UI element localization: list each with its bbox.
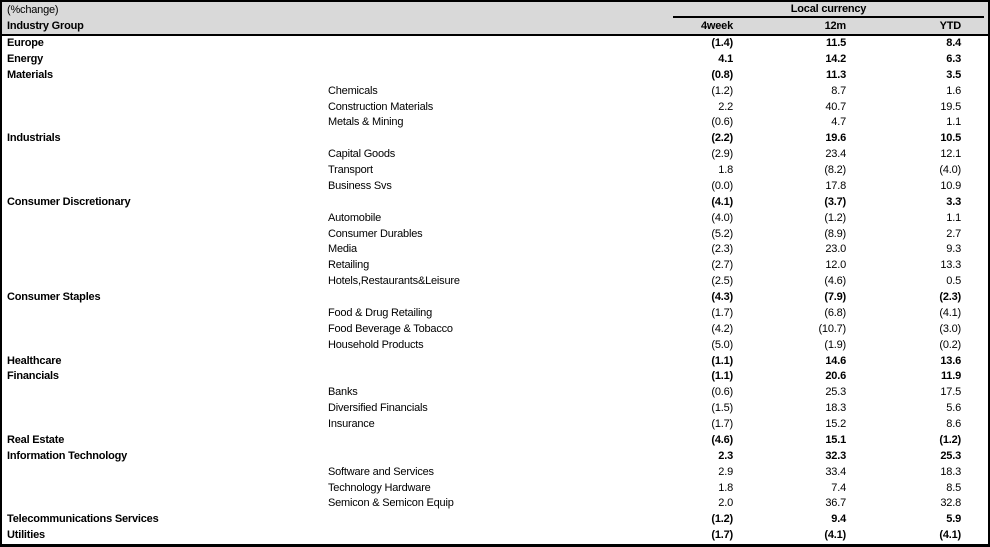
- industry-label: Consumer Durables: [328, 227, 423, 240]
- industry-label: Chemicals: [328, 84, 378, 97]
- local-currency-label: Local currency: [673, 2, 984, 18]
- table-row: [2, 131, 988, 147]
- value-ytd: (4.1): [939, 529, 961, 542]
- table-row: [2, 449, 988, 465]
- table-row: [2, 496, 988, 512]
- value-12m: (3.7): [824, 195, 846, 208]
- column-header-4week: 4week: [700, 20, 733, 32]
- value-4week: (1.5): [711, 402, 733, 415]
- table-row: [2, 274, 988, 290]
- value-4week: (4.2): [711, 322, 733, 335]
- table-row: [2, 147, 988, 163]
- value-ytd: 17.5: [940, 386, 961, 399]
- table-row: [2, 354, 988, 370]
- industry-group-header: Industry Group: [7, 20, 84, 32]
- table-row: [2, 322, 988, 338]
- table-row: [2, 401, 988, 417]
- value-12m: 33.4: [825, 465, 846, 478]
- value-4week: (1.2): [711, 513, 733, 526]
- value-12m: 15.2: [825, 418, 846, 430]
- value-ytd: 0.5: [946, 275, 961, 288]
- value-ytd: (1.2): [939, 433, 961, 446]
- industry-label: Software and Services: [328, 465, 434, 478]
- industry-label: Banks: [328, 386, 358, 399]
- value-12m: 18.3: [825, 402, 846, 415]
- table-row: [2, 465, 988, 481]
- value-ytd: 10.5: [940, 132, 961, 145]
- value-ytd: 5.6: [946, 402, 961, 415]
- value-4week: (1.7): [711, 418, 733, 430]
- table-row: [2, 242, 988, 258]
- value-4week: (1.7): [711, 529, 733, 542]
- value-4week: (5.0): [711, 338, 733, 351]
- industry-label: Food & Drug Retailing: [328, 306, 433, 319]
- value-ytd: (3.0): [939, 322, 961, 335]
- value-4week: (1.7): [711, 306, 733, 319]
- industry-label: Household Products: [328, 338, 424, 351]
- value-12m: 14.2: [825, 52, 846, 65]
- table-row: [2, 481, 988, 497]
- table-row: [2, 369, 988, 385]
- industry-label: Capital Goods: [328, 148, 396, 161]
- table-row: [2, 163, 988, 179]
- industry-label: Insurance: [328, 418, 375, 430]
- value-4week: (4.0): [711, 211, 733, 224]
- industry-label: Energy: [7, 52, 44, 65]
- table-row: [2, 338, 988, 354]
- industry-label: Industrials: [7, 132, 61, 145]
- value-4week: 2.3: [718, 449, 733, 462]
- value-12m: 25.3: [825, 386, 846, 399]
- table-row: [2, 306, 988, 322]
- value-12m: 4.7: [831, 116, 846, 129]
- value-12m: 11.3: [825, 68, 846, 81]
- value-12m: 8.7: [831, 84, 846, 97]
- value-4week: (2.3): [711, 243, 733, 256]
- industry-label: Media: [328, 243, 357, 256]
- value-ytd: 32.8: [940, 497, 961, 510]
- value-12m: (4.6): [824, 275, 846, 288]
- value-ytd: 1.6: [946, 84, 961, 97]
- industry-label: Technology Hardware: [328, 481, 431, 494]
- value-12m: 32.3: [825, 449, 846, 462]
- table-header: [2, 2, 988, 36]
- table-row: [2, 68, 988, 84]
- table-row: [2, 417, 988, 433]
- value-12m: (7.9): [824, 291, 846, 303]
- value-ytd: (2.3): [939, 291, 961, 303]
- value-12m: (1.2): [824, 211, 846, 224]
- table-body: [2, 36, 988, 544]
- value-ytd: 13.3: [940, 259, 961, 272]
- value-4week: (1.1): [711, 370, 733, 383]
- value-12m: 19.6: [825, 132, 846, 145]
- industry-label: Materials: [7, 68, 53, 81]
- table-row: [2, 52, 988, 68]
- value-4week: (4.6): [711, 433, 733, 446]
- value-12m: 14.6: [825, 354, 846, 367]
- value-ytd: 8.4: [946, 37, 961, 49]
- value-ytd: (4.1): [939, 306, 961, 319]
- value-ytd: 12.1: [940, 148, 961, 161]
- value-ytd: 19.5: [940, 100, 961, 113]
- value-ytd: 6.3: [946, 52, 961, 65]
- value-4week: (4.3): [711, 291, 733, 303]
- table-row: [2, 433, 988, 449]
- value-12m: 9.4: [831, 513, 846, 526]
- industry-label: Europe: [7, 37, 44, 49]
- column-header-12m: 12m: [824, 20, 846, 32]
- industry-label: Consumer Staples: [7, 291, 101, 303]
- value-ytd: 5.9: [946, 513, 961, 526]
- value-4week: 1.8: [718, 481, 733, 494]
- value-4week: (4.1): [711, 195, 733, 208]
- value-4week: (0.0): [711, 179, 733, 192]
- value-4week: 1.8: [718, 164, 733, 176]
- value-ytd: 18.3: [940, 465, 961, 478]
- table-row: [2, 195, 988, 211]
- industry-label: Transport: [328, 164, 373, 176]
- value-4week: (0.8): [711, 68, 733, 81]
- header-top-row: [2, 2, 988, 18]
- value-ytd: (0.2): [939, 338, 961, 351]
- value-ytd: 8.6: [946, 418, 961, 430]
- value-4week: (2.9): [711, 148, 733, 161]
- value-4week: 2.0: [718, 497, 733, 510]
- value-12m: 23.4: [825, 148, 846, 161]
- value-12m: (4.1): [824, 529, 846, 542]
- value-12m: (8.2): [824, 164, 846, 176]
- industry-label: Financials: [7, 370, 59, 383]
- industry-label: Food Beverage & Tobacco: [328, 322, 453, 335]
- value-ytd: (4.0): [939, 164, 961, 176]
- industry-label: Utilities: [7, 529, 45, 542]
- industry-label: Real Estate: [7, 433, 65, 446]
- value-4week: (1.4): [711, 37, 733, 49]
- value-ytd: 2.7: [946, 227, 961, 240]
- value-12m: (8.9): [824, 227, 846, 240]
- industry-label: Healthcare: [7, 354, 62, 367]
- value-12m: 40.7: [825, 100, 846, 113]
- industry-label: Metals & Mining: [328, 116, 404, 129]
- industry-label: Consumer Discretionary: [7, 195, 131, 208]
- table-row: [2, 36, 988, 52]
- industry-label: Construction Materials: [328, 100, 434, 113]
- value-12m: 7.4: [831, 481, 846, 494]
- table-row: [2, 100, 988, 116]
- value-12m: 11.5: [825, 37, 846, 49]
- value-ytd: 11.9: [940, 370, 961, 383]
- industry-label: Automobile: [328, 211, 382, 224]
- value-4week: (2.7): [711, 259, 733, 272]
- table-row: [2, 115, 988, 131]
- value-ytd: 1.1: [946, 116, 961, 129]
- value-4week: (0.6): [711, 116, 733, 129]
- industry-label: Semicon & Semicon Equip: [328, 497, 454, 510]
- table-row: [2, 211, 988, 227]
- industry-label: Diversified Financials: [328, 402, 428, 415]
- value-ytd: 1.1: [946, 211, 961, 224]
- value-ytd: 9.3: [946, 243, 961, 256]
- table-row: [2, 179, 988, 195]
- industry-label: Information Technology: [7, 449, 128, 462]
- value-ytd: 25.3: [940, 449, 961, 462]
- table-row: [2, 512, 988, 528]
- value-4week: 2.9: [718, 465, 733, 478]
- industry-label: Telecommunications Services: [7, 513, 159, 526]
- value-12m: 15.1: [825, 433, 846, 446]
- industry-label: Business Svs: [328, 179, 392, 192]
- value-4week: 4.1: [718, 52, 733, 65]
- table-row: [2, 290, 988, 306]
- value-4week: 2.2: [718, 100, 733, 113]
- industry-label: Retailing: [328, 259, 370, 272]
- table-row: [2, 84, 988, 100]
- value-12m: 36.7: [825, 497, 846, 510]
- value-4week: (0.6): [711, 386, 733, 399]
- value-ytd: 10.9: [940, 179, 961, 192]
- table-row: [2, 528, 988, 544]
- value-ytd: 3.5: [946, 68, 961, 81]
- value-12m: (1.9): [824, 338, 846, 351]
- value-4week: (2.2): [711, 132, 733, 145]
- value-4week: (2.5): [711, 275, 733, 288]
- industry-label: Hotels,Restaurants&Leisure: [328, 275, 460, 288]
- value-12m: 20.6: [825, 370, 846, 383]
- value-ytd: 8.5: [946, 481, 961, 494]
- header-columns-row: [2, 18, 988, 34]
- value-12m: (6.8): [824, 306, 846, 319]
- table-row: [2, 227, 988, 243]
- value-4week: (5.2): [711, 227, 733, 240]
- table-row: [2, 385, 988, 401]
- value-12m: 23.0: [825, 243, 846, 256]
- value-ytd: 13.6: [940, 354, 961, 367]
- value-4week: (1.1): [711, 354, 733, 367]
- value-4week: (1.2): [711, 84, 733, 97]
- value-12m: 12.0: [825, 259, 846, 272]
- column-header-ytd: YTD: [939, 20, 961, 32]
- table-row: [2, 258, 988, 274]
- value-12m: 17.8: [825, 179, 846, 192]
- value-ytd: 3.3: [946, 195, 961, 208]
- value-12m: (10.7): [818, 322, 846, 335]
- percent-change-label: (%change): [7, 4, 59, 16]
